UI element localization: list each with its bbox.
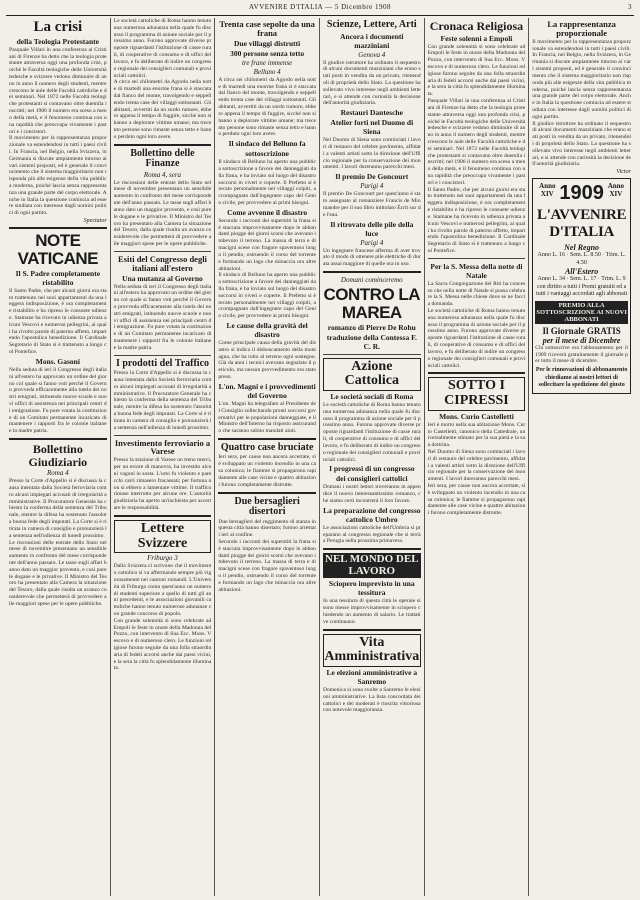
headline: Lettere Svizzere bbox=[114, 520, 212, 553]
headline: Due bersaglieri disertori bbox=[234, 495, 300, 518]
article-text: Le società cattoliche di Roma hanno tenuto una numerosa adunanza nella quale fu discusso il programma di azione sociale per il prossimo anno. Furono approvate diverse proposte riguardanti l'istituzione di casse rurali, di cooperative di consumo e di uffici del lavoro, e fu deliberato di indire un congresso regionale dei consiglieri comunali e provinciali cattolici. bbox=[427, 308, 526, 369]
running-header bbox=[0, 3, 640, 15]
headline: I prodotti del Traffico bbox=[115, 357, 210, 369]
article-text: Due bersaglieri del reggimento di stanza in questa città hanno disertato; furono arrestati ieri al confine. bbox=[218, 518, 316, 539]
article-text: Secondo i racconti dei superstiti la frana si è staccata improvvisamente dopo le abbondanti piogge dei giorni scorsi che avevano imbevuto il terreno. La massa di terra e di macigni scese con fragore spaventoso lungo il pendio, ostruendo il corso del torrente e formando un lago che minaccia ora altre abitazioni. bbox=[218, 217, 316, 272]
dateline: Belluno 4 bbox=[253, 67, 281, 76]
article-text: Le società cattoliche di Roma hanno tenuto una numerosa adunanza nella quale fu discusso il programma di azione sociale per il prossimo anno. Furono approvate diverse proposte riguardanti l'istituzione di casse rurali, di cooperative di consumo e di uffici del lavoro, e fu deliberato di indire un congresso regionale dei consiglieri comunali e provinciali cattolici. bbox=[322, 402, 421, 463]
ad-prezzi-estero: Anno L. 34 · Sem. L. 17 · Trim. L. 9 bbox=[537, 276, 626, 283]
headline: Scienze, Lettere, Arti bbox=[326, 19, 417, 30]
article-text: Nella seduta di ieri il Congresso degli italiani all'estero ha approvato un ordine del giorno col quale si fanno voti perché il Governo provveda efficacemente alla tutela dei nostri emigrati, istituendo nuove scuole e nuovi uffici di assistenza nei principali centri di emigrazione. Fu pure votata la costituzione di un Comitato permanente incaricato di mantenere i rapporti fra le colonie italiane e la madre patria. bbox=[9, 366, 107, 435]
article-text: Nella seduta di ieri il Congresso degli italiani all'estero ha approvato un ordine del giorno col quale si fanno voti perché il Governo provveda efficacemente alla tutela dei nostri emigrati, istituendo nuove scuole e nuovi uffici di assistenza nei principali centri di emigrazione. Fu pure votata la costituzione di un Comitato permanente incaricato di mantenere i rapporti fra le colonie italiane e la madre patria. bbox=[113, 283, 212, 351]
ad-masthead: L'AVVENIRE D'ITALIA bbox=[536, 207, 627, 241]
subheadline: Le cause della gravità del disastro bbox=[226, 321, 308, 340]
column-2 bbox=[111, 18, 216, 896]
announcement-pre: Domani cominceremo bbox=[340, 275, 403, 284]
subheadline: L'on. Magni e i provvedimenti del Governo bbox=[218, 381, 316, 400]
article-text: Domani i nostri lettori troveranno in appendice il nuovo interessantissimo romanzo, che siamo certi incontrerà il loro favore. bbox=[322, 484, 421, 504]
article-text: Ieri sera, per cause non ancora accertate, si è sviluppato un violento incendio in una casa colonica; le fiamme si propagarono rapidamente alle case vicine e quattro abitazioni furono completamente distrutte. bbox=[427, 483, 526, 517]
article-text: Pasquale Villari in una conferenza ai Cristiani di Firenze ha detto che la teologia protestante attraversa oggi una profonda crisi, poiché le Facoltà teologiche delle Università tedesche e svizzere vedono diminuire di anno in anno il numero degli studenti, mentre crescono le aule delle Facoltà cattoliche e dei seminari. Nel 1872 nelle Facoltà teologiche protestanti si contavano oltre duemila inscritti; nel 1906 il numero era sceso a meno della metà, e il fenomeno continua con una rapidità che preoccupa vivamente i pastori e i concistori. bbox=[9, 46, 107, 135]
headline: Azione Cattolica bbox=[323, 358, 421, 391]
article-text: Nel Duomo di Siena sono cominciati i lavori di restauro del celebre pavimento, affidati a valenti artisti sotto la direzione dell'Ufficio regionale per la conservazione dei monumenti. I lavori dureranno parecchi mesi. bbox=[322, 137, 421, 171]
ad-all-estero: All'Estero bbox=[564, 267, 599, 277]
article-text: Il sindaco di Belluno ha aperto una pubblica sottoscrizione a favore dei danneggiati dalla frana, e ha inviato sul luogo del disastro soccorsi in viveri e coperte. Il Prefetto si è recato personalmente nei villaggi colpiti, accompagnato dall'ingegnere capo del Genio civile, per provvedere ai primi bisogni. bbox=[218, 159, 316, 207]
signature: Spectator bbox=[83, 218, 107, 225]
subheadline: romanzo di Pierre De Rohu bbox=[327, 322, 416, 332]
article-text: Il sindaco di Belluno ha aperto una pubblica sottoscrizione a favore dei danneggiati dalla frana, e ha inviato sul luogo del disastro soccorsi in viveri e coperte. Il Prefetto si è recato personalmente nei villaggi colpiti, accompagnato dall'ingegnere capo del Genio civile, per provvedere ai primi bisogni. bbox=[218, 272, 316, 320]
headline: SOTTO I CIPRESSI bbox=[428, 377, 526, 410]
headline: Esiti del Congresso degli italiani all'estero bbox=[118, 253, 207, 273]
article-text: Come principale causa della gravità del disastro si indica il disboscamento della montagna, che ha tolto al terreno ogni sostegno. Già da anni i tecnici avevano segnalato il pericolo, ma nessun provvedimento era stato preso. bbox=[218, 340, 316, 381]
subheadline: Il sindaco del Belluno fa bbox=[228, 139, 306, 149]
article-text: Il movimento per la rappresentanza proporzionale va estendendosi in tutti i paesi civili. In Francia, nel Belgio, nella Svizzera, in Germania si discute ampiamente intorno ai vari sistemi proposti, ed è generale il convincimento che il sistema maggioritario non risponda più alle esigenze della vita pubblica moderna, poiché lascia senza rappresentanza una grande parte del corpo elettorale. Anche in Italia la questione comincia ad essere studiata con interesse dagli uomini politici di ogni partito. bbox=[9, 135, 107, 217]
headline: La rappresentanza proporzionale bbox=[547, 19, 616, 38]
divider bbox=[323, 548, 421, 550]
column-1 bbox=[6, 18, 111, 896]
subheadline: tre frane immense bbox=[241, 58, 293, 67]
divider bbox=[323, 271, 421, 273]
ad-nel-regno: Nel Regno bbox=[564, 243, 600, 253]
article-text: Presso la Corte d'Appello si è discussa la causa intentata dalla Società ferroviaria contro alcuni impiegati accusati di irregolarità amministrative. Il Procuratore Generale ha chiesto la conferma della sentenza del Tribunale, mentre la difesa ha sostenuto l'assoluta buona fede degli imputati. La Corte si è ritirata in camera di consiglio e pronunzierà la sentenza nell'udienza di lunedì prossimo. bbox=[113, 370, 212, 431]
divider bbox=[114, 251, 212, 252]
headline: Trenta case sepolte da una frana bbox=[219, 19, 315, 38]
subheadline: Il ritrovato delle pile della luce bbox=[330, 219, 414, 238]
column-3 bbox=[215, 18, 320, 896]
column-4 bbox=[320, 18, 425, 896]
article-text: Ieri sera, per cause non ancora accertate, si è sviluppato un violento incendio in una casa colonica; le fiamme si propagarono rapidamente alle case vicine e quattro abitazioni furono completamente distrutte. bbox=[218, 454, 316, 488]
subheadline: traduzione della Contessa F. C. R. bbox=[326, 332, 417, 351]
ad-premio: PREMIO ALLA SOTTOSCRIZIONE AI NUOVI ABBONATI bbox=[536, 301, 627, 323]
subheadline: Feste solenni a Empoli bbox=[440, 33, 513, 43]
headline: Vita Amministrativa bbox=[323, 634, 421, 667]
article-text: Il movimento per la rappresentanza proporzionale va estendendosi in tutti i paesi civili. In Francia, nel Belgio, nella Svizzera, in Germania si discute ampiamente intorno ai vari sistemi proposti, ed è generale il convincimento che il sistema maggioritario non risponda più alle esigenze della vita pubblica moderna, poiché lascia senza rappresentanza una grande parte del corpo elettorale. Anche in Italia la questione comincia ad essere studiata con interesse dagli uomini politici di ogni partito. bbox=[532, 38, 631, 120]
subheadline: sottoscrizione bbox=[245, 149, 290, 159]
article-text: Un ingegnere francese afferma di aver trovato il modo di ottenere pile elettriche di durata assai maggiore di quelle ora in uso. bbox=[322, 247, 421, 268]
headline: CONTRO LA MAREA bbox=[323, 284, 421, 322]
dateline: Parigi 4 bbox=[360, 182, 384, 191]
subheadline: I progressi di un congresso bbox=[329, 464, 415, 474]
signature: Victor bbox=[616, 169, 631, 176]
ad-rinnovi: Per le rinnovazioni di abbonamento chiediamo ai nostri lettori di sollecitare la spedizione del giusto bbox=[535, 367, 628, 389]
divider bbox=[9, 227, 107, 229]
headline: NEL MONDO DEL LAVORO bbox=[323, 553, 421, 578]
headline: La crisi bbox=[33, 19, 83, 35]
article-text: Secondo i racconti dei superstiti la frana si è staccata improvvisamente dopo le abbondanti piogge dei giorni scorsi che avevano imbevuto il terreno. La massa di terra e di macigni scese con fragore spaventoso lungo il pendio, ostruendo il corso del torrente e formando un lago che minaccia ora altre abitazioni. bbox=[218, 538, 316, 593]
ad-year-row bbox=[535, 182, 628, 205]
article-text: Il giudice istruttore ha ordinato il sequestro di alcuni documenti mazziniani che erano stati posti in vendita da un privato, ritenendoli di proprietà dello Stato. La questione ha sollevato vivo interesse negli ambienti letterari, e si attende con curiosità la decisione dell'autorità giudiziaria. bbox=[322, 59, 421, 107]
headline: Cronaca Religiosa bbox=[429, 19, 524, 33]
divider bbox=[114, 355, 212, 356]
subheadline: Due villaggi distrutti bbox=[234, 38, 301, 48]
divider bbox=[323, 354, 421, 355]
article-text: La Sacra Congregazione dei Riti ha concesso che nella notte di Natale si possa celebrare la S. Messa nelle chiese dove se ne faccia domanda. bbox=[427, 280, 526, 308]
ad-text: Chi sottoscrive ora l'abbonamento per il 1909 riceverà gratuitamente il giornale per tutto il mese di dicembre. bbox=[535, 344, 628, 365]
headline: NOTE VATICANE bbox=[17, 231, 99, 268]
divider bbox=[218, 492, 316, 494]
divider bbox=[9, 438, 107, 440]
article-text: Le società cattoliche di Roma hanno tenuto una numerosa adunanza nella quale fu discusso il programma di azione sociale per il prossimo anno. Furono approvate diverse proposte riguardanti l'istituzione di casse rurali, di cooperative di consumo e di uffici del lavoro, e fu deliberato di indire un congresso regionale dei consiglieri comunali e provinciali cattolici. bbox=[113, 18, 212, 79]
headline: Bollettino Giudiziario bbox=[28, 442, 88, 469]
ad-anno-right: Anno XIV bbox=[607, 182, 625, 199]
ad-note: con diritto a tutti i Premi gratuiti ed a tutti i vantaggi accordati agli abbonati bbox=[536, 283, 628, 298]
subheadline: Atelier forti nel Duomo di Siena bbox=[330, 118, 414, 137]
article-text: Presso la stazione di Varese un treno merci, per un errore di manovra, ha investito alcuni vagoni in sosta. L'urto fu violento e parecchi carri rimasero fracassati; per fortuna non si ebbero a lamentare vittime. Il traffico rimase interrotto per alcune ore. L'autorità giudiziaria ha aperto un'inchiesta per accertare le responsabilità. bbox=[113, 457, 212, 512]
running-title: AVVENIRE D'ITALIA — 5 Dicembre 1908 bbox=[249, 3, 391, 11]
ad-anno-left: Anno XIV bbox=[539, 182, 556, 199]
column-6 bbox=[529, 18, 634, 896]
article-text: A circa sei chilometri da Agordo nella notte di martedì una enorme frana si è staccata dal fianco del monte, travolgendo e seppellendo trenta case dei villaggi sottostanti. Gli abitanti, avvertiti da un sordo rumore, ebbero appena il tempo di fuggire, sicché non si hanno a deplorare vittime umane; ma trecento persone sono rimaste senza tetto e hanno perduto ogni loro avere. bbox=[218, 76, 316, 138]
subheadline: della Teologia Protestante bbox=[16, 36, 99, 46]
subscription-ad bbox=[532, 178, 631, 393]
column-5 bbox=[425, 18, 530, 896]
subheadline: Restauri Dantesche bbox=[340, 108, 403, 118]
divider bbox=[114, 515, 212, 517]
article-text: Nel Duomo di Siena sono cominciati i lavori di restauro del celebre pavimento, affidati a valenti artisti sotto la direzione dell'Ufficio regionale per la conservazione dei monumenti. I lavori dureranno parecchi mesi. bbox=[427, 448, 526, 483]
divider bbox=[323, 629, 421, 631]
article-text: Con grande solennità si sono celebrate ad Empoli le feste in onore della Madonna del Pozzo, con intervento di Sua Ecc. Mons. Vescovo e di numeroso clero. Le funzioni religiose furono seguite da una folla straordinaria di fedeli accorsi anche dai paesi vicini, e la sera la città fu splendidamente illuminata. bbox=[427, 43, 526, 98]
article-text: Le riscossioni delle entrate dello Stato nel mese di novembre presentano un sensibile aumento in confronto del mese corrispondente dell'anno passato. Le tasse sugli affari hanno dato un maggior provento, e così pure le dogane e le privative. Il Ministro del Tesoro ha presentato alla Camera la situazione del Tesoro, dalla quale risulta un avanzo considerevole che permetterà di provvedere alle maggiori spese per le opere pubbliche. bbox=[9, 539, 107, 607]
subheadline: Le società sociali di Roma bbox=[330, 392, 414, 401]
subheadline: Il S. Padre completamente ristabilito bbox=[15, 268, 101, 287]
dateline: Roma 4, sera bbox=[143, 170, 182, 179]
ad-giornale: Il Giornale GRATIS bbox=[542, 325, 621, 336]
subheadline: 300 persone senza tetto bbox=[230, 48, 305, 58]
article-text: Le associazioni cattoliche dell'Umbria si preparano al congresso regionale che si terrà a Perugia nella prossima primavera. bbox=[322, 524, 421, 545]
divider bbox=[114, 435, 212, 436]
subheadline: Mons. Gasoni bbox=[35, 356, 80, 366]
dateline: Genova 4 bbox=[358, 50, 386, 59]
article-text: L'on. Magni ha telegrafato al Presidente del Consiglio sollecitando pronti soccorsi governativi per le popolazioni danneggiate, e il Ministro dell'Interno ha risposto assicurando che saranno subito mandati aiuti. bbox=[218, 400, 316, 435]
subheadline: Come avvenne il disastro bbox=[227, 207, 308, 217]
article-text: Presso la Corte d'Appello si è discussa la causa intentata dalla Società ferroviaria contro alcuni impiegati accusati di irregolarità amministrative. Il Procuratore Generale ha chiesto la conferma della sentenza del Tribunale, mentre la difesa ha sostenuto l'assoluta buona fede degli imputati. La Corte si è ritirata in camera di consiglio e pronunzierà la sentenza nell'udienza di lunedì prossimo. bbox=[9, 478, 107, 539]
page-number: 3 bbox=[628, 3, 632, 11]
headline: Investimento ferroviario a Varese bbox=[114, 437, 211, 457]
subheadline: Il premio De Goncourt bbox=[335, 172, 409, 182]
subheadline: Sciopero imprevisto in una tessitura bbox=[328, 579, 415, 598]
article-text: Il giudice istruttore ha ordinato il sequestro di alcuni documenti mazziniani che erano stati posti in vendita da un privato, ritenendoli di proprietà dello Stato. La questione ha sollevato vivo interesse negli ambienti letterari, e si attende con curiosità la decisione dell'autorità giudiziaria. bbox=[532, 120, 631, 168]
article-text: Le riscossioni delle entrate dello Stato nel mese di novembre presentano un sensibile aumento in confronto del mese corrispondente dell'anno passato. Le tasse sugli affari hanno dato un maggior provento, e così pure le dogane e le privative. Il Ministro del Tesoro ha presentato alla Camera la situazione del Tesoro, dalla quale risulta un avanzo considerevole che permetterà di provvedere alle maggiori spese per le opere pubbliche. bbox=[113, 179, 212, 247]
subheadline: Mons. Curio Castelletti bbox=[439, 411, 514, 421]
ad-prezzi-regno: Anno L. 16 · Sem. L. 8.50 · Trim. L. 4.50 bbox=[537, 252, 626, 266]
article-text: Con grande solennità si sono celebrate ad Empoli le feste in onore della Madonna del Pozzo, con intervento di Sua Ecc. Mons. Vescovo e di numeroso clero. Le funzioni religiose furono seguite da una folla straordinaria di fedeli accorsi anche dai paesi vicini, e la sera la città fu splendidamente illuminata. bbox=[113, 617, 212, 672]
subheadline: Una mutanza al Governo bbox=[122, 273, 203, 283]
article-text: Dalla Svizzera ci scrivono che il movimento cattolico si va affermando sempre più vigorosamente nei cantoni romandi. L'Università di Friburgo conta quest'anno un numero di studenti superiore a quello di tutti gli anni precedenti, e le associazioni giovanili cattoliche hanno tenuto numerose adunanze con grande concorso di popolo. bbox=[113, 563, 212, 617]
divider bbox=[428, 372, 526, 374]
article-text: In una tessitura di questa città le operaie si sono messe improvvisamente in sciopero chiedendo un aumento di salario. Le trattative continuano. bbox=[322, 598, 421, 625]
article-text: Pasquale Villari in una conferenza ai Cristiani di Firenze ha detto che la teologia protestante attraversa oggi una profonda crisi, poiché le Facoltà teologiche delle Università tedesche e svizzere vedono diminuire di anno in anno il numero degli studenti, mentre crescono le aule delle Facoltà cattoliche e dei seminari. Nel 1872 nelle Facoltà teologiche protestanti si contavano oltre duemila inscritti; nel 1906 il numero era sceso a meno della metà, e il fenomeno continua con una rapidità che preoccupa vivamente i pastori e i concistori. bbox=[427, 98, 526, 186]
article-text: Il premio De Goncourt per quest'anno è stato assegnato al romanziere Francis de Miomandre per il suo libro intitolato Écrit sur de l'eau. bbox=[322, 191, 421, 218]
subheadline: Le elezioni amministrative a Sanremo bbox=[326, 667, 418, 686]
article-text: A circa sei chilometri da Agordo nella notte di martedì una enorme frana si è staccata dal fianco del monte, travolgendo e seppellendo trenta case dei villaggi sottostanti. Gli abitanti, avvertiti da un sordo rumore, ebbero appena il tempo di fuggire, sicché non si hanno a deplorare vittime umane; ma trecento persone sono rimaste senza tetto e hanno perduto ogni loro avere. bbox=[113, 79, 212, 140]
subheadline: Per la S. Messa della notte di Natale bbox=[430, 261, 523, 280]
dateline: Roma 4 bbox=[47, 469, 69, 478]
subheadline: Ancora i documenti mazziniani bbox=[340, 31, 404, 50]
article-text: Domenica si sono svolte a Sanremo le elezioni amministrative. La lista concordata dei cattolici e dei moderati è riuscita vittoriosa con notevole maggioranza. bbox=[322, 686, 421, 714]
article-text: Il Santo Padre, che per alcuni giorni era stato trattenuto nei suoi appartamenti da una leggera indisposizione, è ora completamente ristabilito e ha ripreso le consuete udienze. Stamane ha ricevuto in udienza privata alcuni Vescovi e numerosi pellegrini, ai quali ha rivolto parole di paterno affetto, impartendo l'apostolica benedizione. Il Cardinale Segretario di Stato si è trattenuto a lungo col Pontefice. bbox=[427, 186, 526, 254]
ad-year: 1909 bbox=[559, 182, 604, 205]
headline: Quattro case bruciate bbox=[220, 441, 314, 453]
subheadline: dei consiglieri cattolici bbox=[335, 474, 408, 484]
divider bbox=[428, 258, 526, 259]
subheadline: La preparazione del congresso cattolico Umbro bbox=[323, 505, 421, 524]
dateline: Parigi 4 bbox=[360, 238, 384, 247]
ad-dicembre: per il mese di Dicembre bbox=[542, 335, 621, 345]
divider bbox=[218, 438, 316, 440]
header-rule bbox=[6, 15, 634, 16]
article-text: Ieri è morto nella sua abitazione Mons. Curio Castelletti, canonico della Cattedrale, universalmente stimato per la sua pietà e la sua dottrina. bbox=[427, 421, 526, 449]
divider bbox=[114, 144, 212, 146]
columns bbox=[6, 18, 634, 896]
article-text: Il Santo Padre, che per alcuni giorni era stato trattenuto nei suoi appartamenti da una leggera indisposizione, è ora completamente ristabilito e ha ripreso le consuete udienze. Stamane ha ricevuto in udienza privata alcuni Vescovi e numerosi pellegrini, ai quali ha rivolto parole di paterno affetto, impartendo l'apostolica benedizione. Il Cardinale Segretario di Stato si è trattenuto a lungo col Pontefice. bbox=[9, 287, 107, 356]
dateline: Friburgo 3 bbox=[147, 554, 178, 563]
headline: Bollettino delle Finanze bbox=[130, 147, 195, 170]
